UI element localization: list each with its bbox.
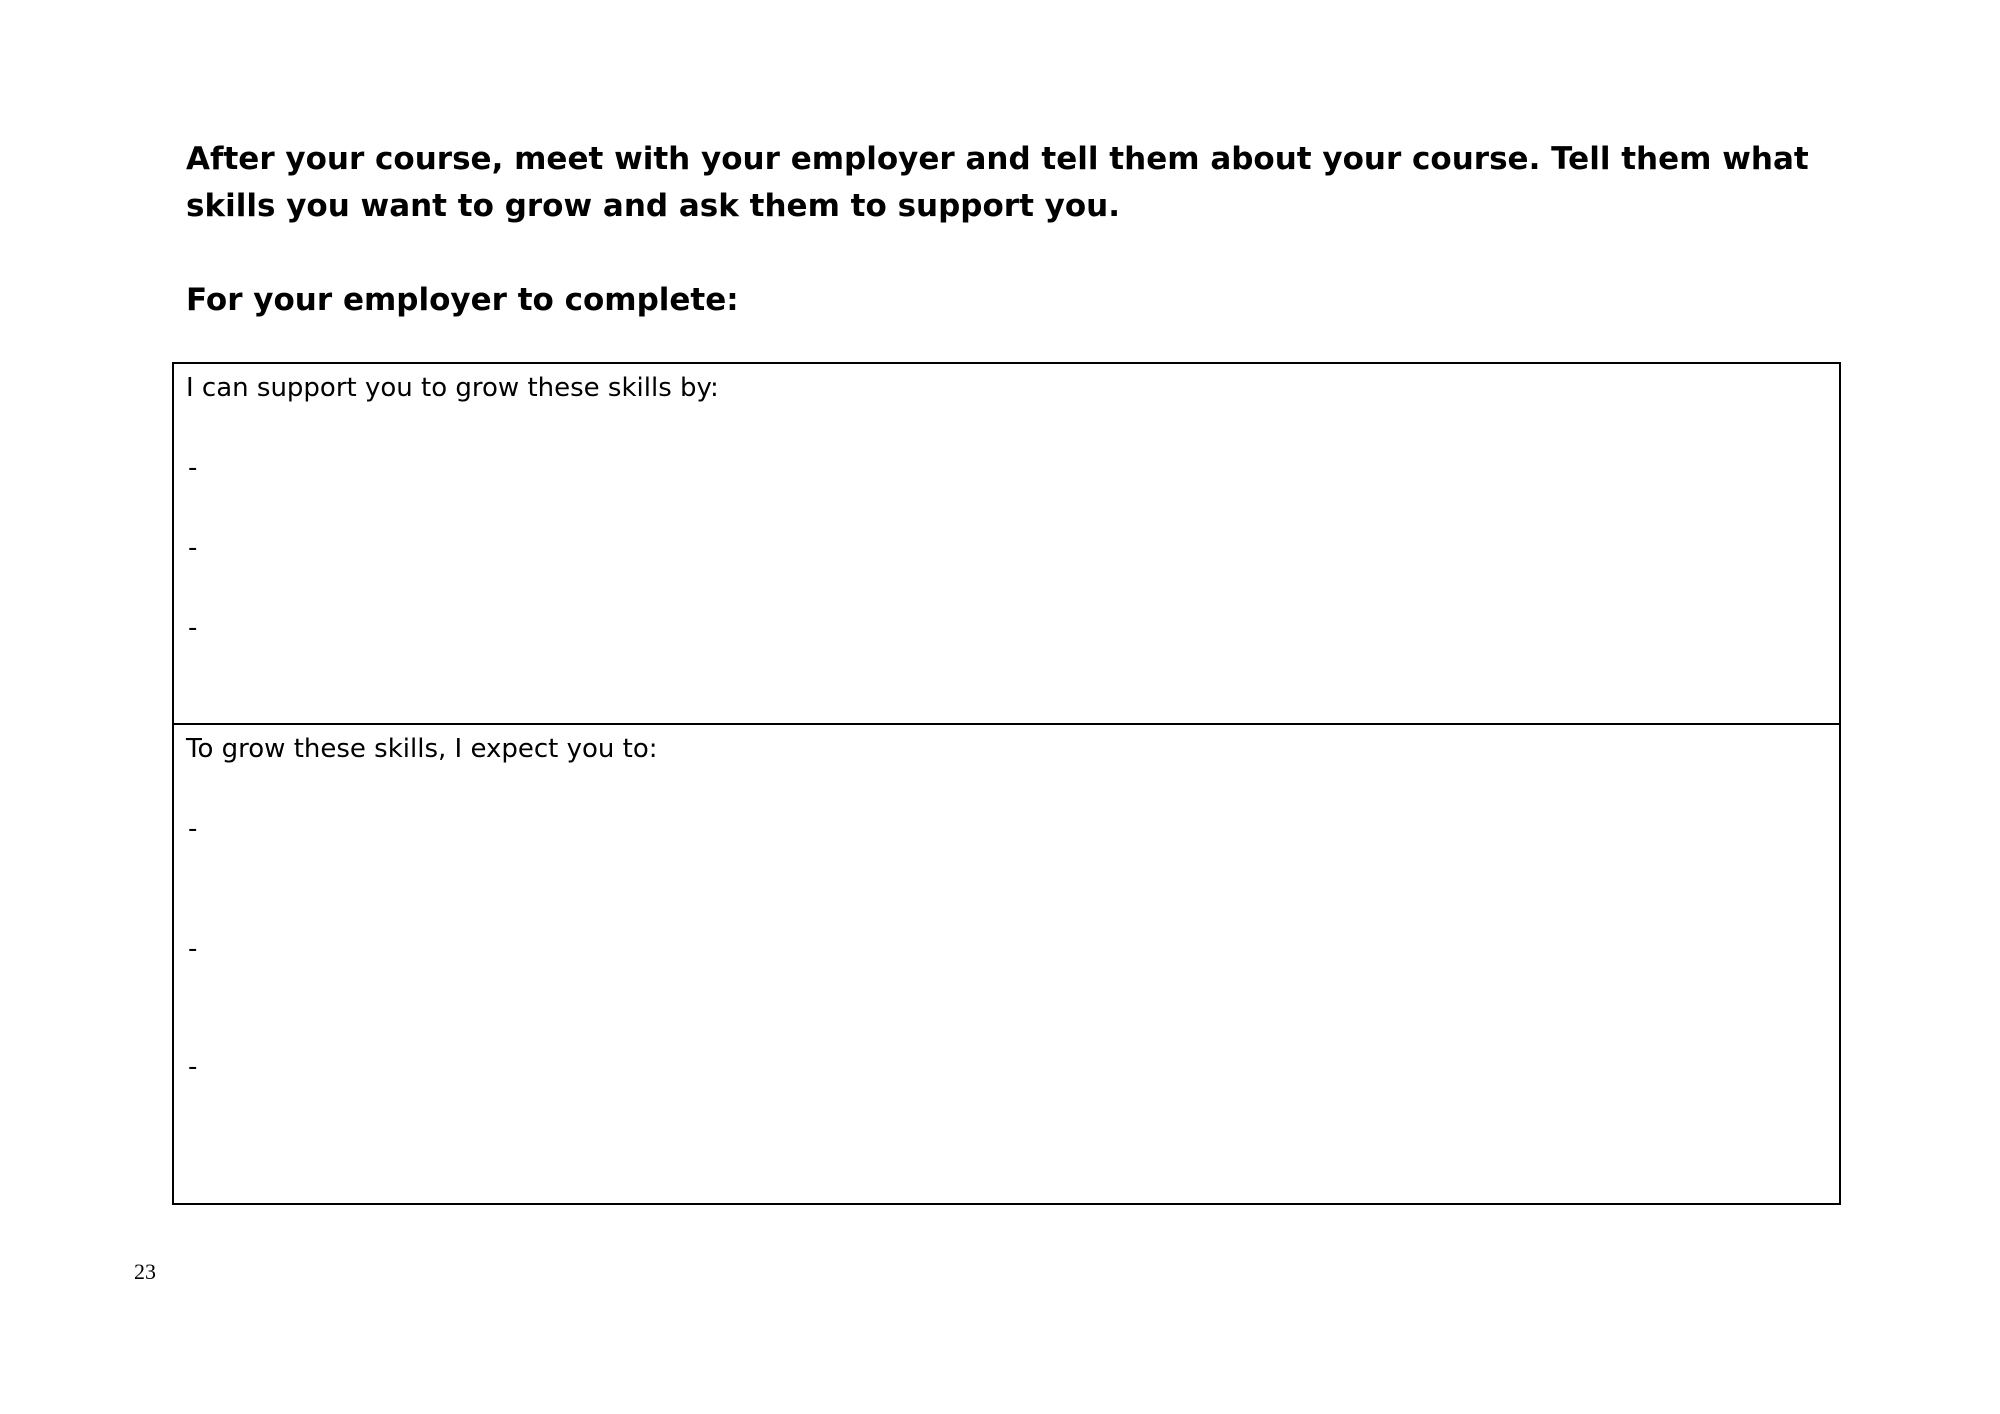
employer-subheading: For your employer to complete: [186, 282, 739, 318]
employer-form-table [172, 362, 1841, 1205]
support-section-label: I can support you to grow these skills by: [186, 373, 719, 403]
expectation-section-label: To grow these skills, I expect you to: [186, 734, 658, 764]
expectation-bullet: - [188, 814, 198, 844]
expectation-bullet: - [188, 934, 198, 964]
support-section[interactable] [174, 364, 1839, 725]
page-number: 23 [134, 1259, 156, 1284]
expectation-section[interactable] [174, 725, 1839, 1203]
intro-instructions: After your course, meet with your employer and tell them about your course. Tell them what skills you want to grow and ask them to support you. [186, 141, 1809, 224]
expectation-bullet: - [188, 1052, 198, 1082]
support-bullet: - [188, 453, 198, 483]
support-bullet: - [188, 613, 198, 643]
support-bullet: - [188, 533, 198, 563]
